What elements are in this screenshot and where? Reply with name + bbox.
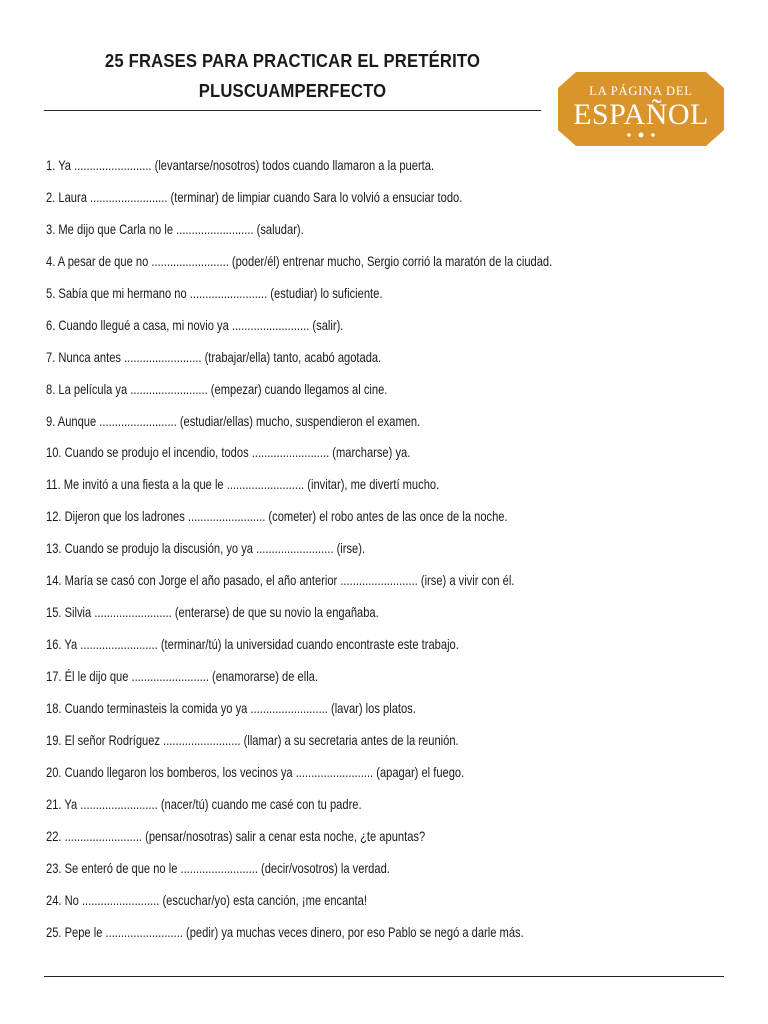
exercise-item: 3. Me dijo que Carla no le ......................... (saludar).	[46, 221, 304, 237]
exercise-item: 18. Cuando terminasteis la comida yo ya ......................... (lavar) los platos.	[46, 700, 416, 716]
exercise-item: 19. El señor Rodríguez ......................... (llamar) a su secretaria antes de la reunión.	[46, 732, 459, 748]
logo-dot	[627, 133, 630, 136]
exercise-item: 13. Cuando se produjo la discusión, yo ya ......................... (irse).	[46, 541, 366, 557]
exercise-item: 15. Silvia ......................... (enterarse) de que su novio la engañaba.	[46, 605, 379, 621]
title-line-1: 25 FRASES PARA PRACTICAR EL PRETÉRITO	[104, 50, 481, 71]
logo-top-text: LA PÁGINA DEL	[589, 84, 693, 98]
exercise-list	[46, 154, 726, 952]
logo-main-text: ESPAÑOL	[573, 98, 709, 131]
exercise-item: 14. María se casó con Jorge el año pasado, el año anterior ......................... (irse) a vivir con él.	[46, 573, 515, 589]
logo-dot	[651, 133, 654, 136]
logo-badge-icon	[558, 72, 724, 146]
exercise-item: 25. Pepe le ......................... (pedir) ya muchas veces dinero, por eso Pablo se negó a darle más.	[46, 924, 524, 940]
exercise-item: 17. Él le dijo que ......................... (enamorarse) de ella.	[46, 669, 318, 684]
page-title	[83, 46, 502, 106]
exercise-item: 22. ......................... (pensar/nosotras) salir a cenar esta noche, ¿te apuntas?	[46, 828, 426, 844]
exercise-item: 20. Cuando llegaron los bomberos, los vecinos ya ......................... (apagar) el fuego.	[46, 764, 465, 780]
title-divider	[44, 110, 541, 111]
exercise-item: 10. Cuando se produjo el incendio, todos ......................... (marcharse) ya.	[46, 445, 411, 461]
exercise-item: 7. Nunca antes ......................... (trabajar/ella) tanto, acabó agotada.	[46, 349, 382, 365]
exercise-item: 21. Ya ......................... (nacer/tú) cuando me casé con tu padre.	[46, 796, 362, 812]
exercise-item: 16. Ya ......................... (terminar/tú) la universidad cuando encontraste este trabajo.	[46, 637, 459, 653]
exercise-item: 11. Me invitó a una fiesta a la que le ......................... (invitar), me divertí mucho.	[46, 477, 440, 493]
footer-divider	[44, 976, 724, 977]
la-pagina-del-espanol-logo	[558, 72, 724, 146]
logo-dot	[639, 133, 644, 138]
exercise-item: 4. A pesar de que no ......................... (poder/él) entrenar mucho, Sergio corrió la maratón de la ciudad.	[46, 253, 553, 269]
exercise-item: 24. No ......................... (escuchar/yo) esta canción, ¡me encanta!	[46, 892, 367, 908]
exercise-item: 1. Ya ......................... (levantarse/nosotros) todos cuando llamaron a la puerta.	[46, 158, 435, 173]
exercise-item: 12. Dijeron que los ladrones ......................... (cometer) el robo antes de las once de la noche.	[46, 509, 508, 525]
exercise-item: 23. Se enteró de que no le ......................... (decir/vosotros) la verdad.	[46, 860, 390, 876]
title-line-2: PLUSCUAMPERFECTO	[198, 80, 387, 101]
exercise-item: 2. Laura ......................... (terminar) de limpiar cuando Sara lo volvió a ensuciar todo.	[46, 189, 463, 205]
exercise-item: 9. Aunque ......................... (estudiar/ellas) mucho, suspendieron el examen.	[46, 413, 421, 429]
exercise-item: 6. Cuando llegué a casa, mi novio ya ......................... (salir).	[46, 317, 344, 333]
exercise-item: 8. La película ya ......................... (empezar) cuando llegamos al cine.	[46, 381, 388, 397]
exercise-item: 5. Sabía que mi hermano no ......................... (estudiar) lo suficiente.	[46, 285, 383, 301]
